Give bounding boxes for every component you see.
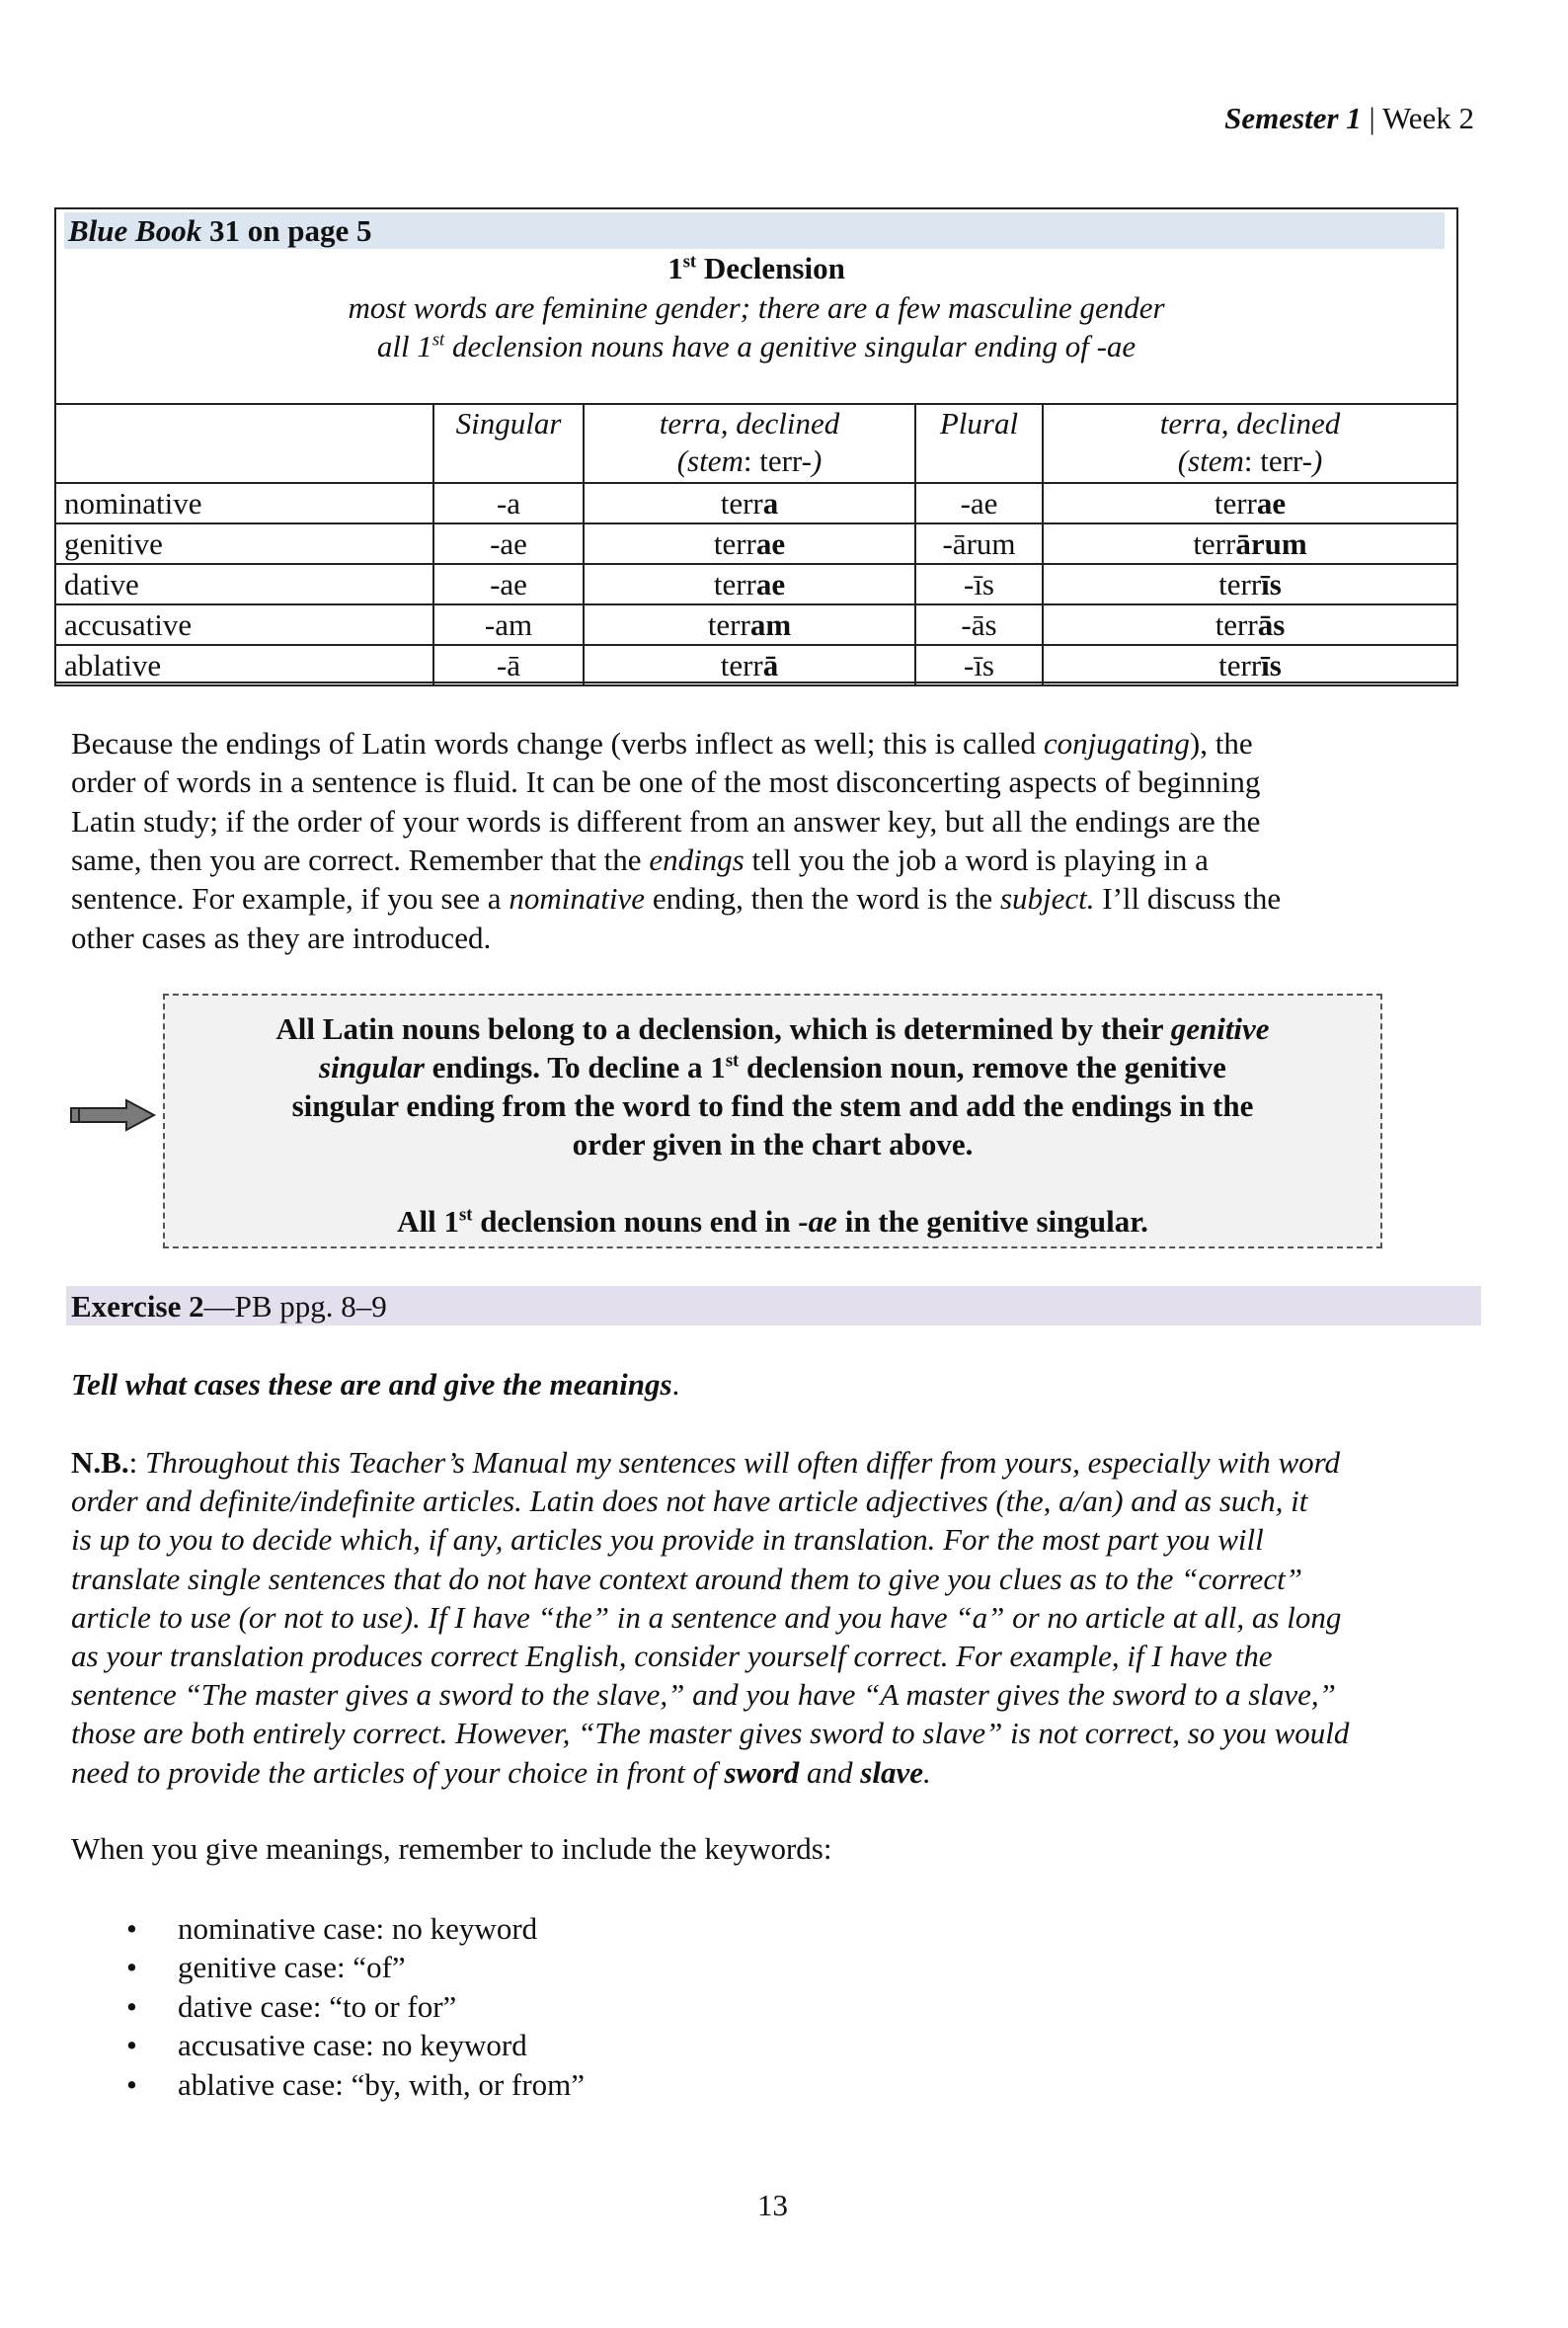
header-terra-singular: terra, declined (stem: terr-) [584,404,915,483]
keyword-item: genitive case: “of” [178,1950,406,1985]
case-name: ablative [55,645,433,685]
note-sup: st [431,329,445,351]
title-text: Declension [696,251,845,285]
ending: ā [762,648,779,682]
ending: ae [1256,486,1287,521]
text-run: subject. [999,881,1095,917]
stem: terr [1193,526,1236,561]
text-run: as your translation produces correct English, consider yourself correct. For example, if I have the [71,1639,1273,1673]
header-terra-plural: terra, declined (stem: terr-) [1043,404,1457,483]
nb-line [71,1598,1341,1638]
text-run: is up to you to decide which, if any, articles you provide in translation. For the most part you will [71,1522,1264,1558]
header-plural: Plural [915,404,1043,483]
singular-form [584,523,915,564]
header-text: terra, declined [659,406,840,441]
text-run: ), the [1189,726,1253,761]
text-run: sentence “The master gives a sword to the slave,” and you have “A master gives the sword to a slave,” [71,1677,1336,1713]
ending: ae [755,567,786,602]
text-run: article to use (or not to use). If I have “the” in a sentence and you have “a” or no article at all, as long [71,1599,1342,1635]
text-run: those are both entirely correct. However, “The master gives sword to slave” is not correct, so you would [71,1716,1350,1751]
nb-line [71,1753,931,1793]
text-run: . [923,1754,931,1790]
note-text: declension nouns have a genitive singular ending of -ae [444,329,1137,363]
keyword-item: nominative case: no keyword [178,1911,538,1946]
nb-line [71,1675,1336,1715]
ending: īs [1261,567,1282,602]
source-book: Blue Book [68,213,202,248]
singular-form [584,645,915,685]
text-run: conjugating [1043,726,1190,761]
table-note-genitive [56,327,1456,366]
text-run: order given in the chart above. [572,1127,974,1162]
singular-ending: -ā [433,645,584,685]
text-run: All 1 [397,1204,459,1239]
text-run: ending, then the word is the [645,881,1000,917]
text-run: All Latin nouns belong to a declension, which is determined by their [275,1011,1171,1046]
text-run: Throughout this Teacher’s Manual my sentences will often differ from yours, especially with word [144,1445,1341,1480]
text-run: sword [724,1754,800,1790]
stem-value: : terr- [1243,443,1312,478]
singular-ending: -a [433,483,584,523]
stem: terr [1215,607,1258,642]
text-run: in the genitive singular. [836,1204,1148,1239]
keywords-intro: When you give meanings, remember to include the keywords: [71,1831,832,1866]
ending: ae [755,526,786,561]
nb-line [71,1443,1340,1483]
table-note-gender: most words are feminine gender; there are a few masculine gender [348,290,1165,325]
ending: ārum [1235,526,1307,561]
source-page: 31 on page 5 [201,213,372,248]
table-row [55,483,1457,523]
text-run: need to provide the articles of your choice in front of [71,1754,725,1790]
plural-ending: -īs [915,645,1043,685]
nb-line [71,1560,1302,1599]
text-run: same, then you are correct. Remember that the [71,842,650,877]
ending: am [749,607,792,642]
keyword-item: ablative case: “by, with, or from” [178,2066,586,2102]
callout-line [165,1009,1380,1048]
table-row [55,604,1457,645]
plural-form [1043,483,1457,523]
nb-line [71,1637,1273,1676]
table-source-bar [64,212,1445,249]
text-run: Because the endings of Latin words change (verbs inflect as well; this is called [71,726,1044,761]
text-run: st [725,1050,740,1072]
callout-line [165,1086,1380,1125]
paragraph-line [71,841,1209,880]
text-run: I’ll discuss the [1094,881,1282,917]
plural-form [1043,604,1457,645]
paragraph-line [71,724,1253,763]
instruction [71,1365,679,1405]
plural-form [1043,645,1457,685]
note-text: all 1 [376,329,432,363]
singular-ending: -ae [433,523,584,564]
text-run: declension noun, remove the genitive [739,1050,1226,1084]
table-title [56,249,1456,288]
nb-line [71,1482,1307,1521]
stem: terr [1214,486,1257,521]
singular-ending: -am [433,604,584,645]
case-name: genitive [55,523,433,564]
stem-value: : terr- [743,443,812,478]
plural-ending: -ae [915,483,1043,523]
header-semester: Semester 1 [1224,101,1362,135]
stem: terr [713,526,756,561]
case-name: accusative [55,604,433,645]
nb-line [71,1714,1349,1753]
callout-line [165,1202,1380,1241]
stem-label: stem [1188,443,1244,478]
text-run: tell you the job a word is playing in a [744,842,1209,877]
case-name: nominative [55,483,433,523]
stem: terr [713,567,756,602]
table-header-row [55,404,1457,483]
bullet-icon: • [126,1988,137,2024]
text-run: slave [860,1754,923,1790]
text-run: singular [319,1050,425,1084]
table-row [55,564,1457,604]
ending: īs [1261,648,1282,682]
stem: terr [707,607,750,642]
ending: a [762,486,779,521]
text-run: translate single sentences that do not have context around them to give you clues as to the “correct” [71,1561,1302,1596]
stem: terr [720,648,763,682]
plural-form [1043,523,1457,564]
instruction-text: Tell what cases these are and give the meanings [71,1367,672,1402]
bullet-icon: • [126,1911,137,1946]
text-run: endings. To decline a 1 [424,1050,726,1084]
callout-box [163,994,1382,1248]
plural-ending: -ās [915,604,1043,645]
nb-line [71,1520,1264,1560]
plural-ending: -ārum [915,523,1043,564]
text-run: N.B. [71,1445,129,1480]
table-row [55,645,1457,685]
bullet-icon: • [126,2028,137,2063]
title-sup: st [682,251,697,273]
text-run: sentence. For example, if you see a [71,881,510,917]
header-text: terra, declined [1159,406,1341,441]
bullet-icon: • [126,1950,137,1985]
singular-ending: -ae [433,564,584,604]
header-week: Week 2 [1381,101,1474,135]
paragraph-line [71,802,1260,842]
keyword-item: dative case: “to or for” [178,1988,457,2024]
text-run: singular ending from the word to find the stem and add the endings in the [291,1088,1254,1123]
header-singular: Singular [433,404,584,483]
text-run: -ae [798,1204,837,1239]
paragraph-line [71,919,491,958]
text-run: endings [649,842,745,877]
exercise-label: Exercise 2 [71,1289,204,1324]
text-run: genitive [1170,1011,1270,1046]
text-run: and [799,1754,861,1790]
text-run: : [128,1445,145,1480]
text-run: order and definite/indefinite articles. Latin does not have article adjectives (the, a/an) and as such, it [71,1484,1308,1519]
paragraph-line [71,763,1260,802]
title-number: 1 [667,251,683,285]
text-run: order of words in a sentence is fluid. It can be one of the most disconcerting aspects of beginning [71,764,1261,800]
callout-line [165,1164,1380,1202]
callout-line [165,1125,1380,1164]
exercise-heading [66,1286,1481,1325]
callout-line [165,1048,1380,1086]
running-header [1224,99,1474,138]
declension-grid [54,403,1458,686]
text-run: nominative [509,881,646,917]
case-name: dative [55,564,433,604]
exercise-pages: —PB ppg. 8–9 [203,1289,387,1324]
singular-form [584,564,915,604]
instruction-period: . [671,1367,680,1402]
singular-form [584,604,915,645]
stem: terr [1218,567,1262,602]
declension-table [54,207,1458,683]
ending: ās [1257,607,1286,642]
text-run: declension nouns end in [472,1204,799,1239]
bullet-icon: • [126,2066,137,2102]
paragraph-line [71,879,1281,919]
keyword-item: accusative case: no keyword [178,2028,527,2063]
page-number: 13 [757,2188,788,2222]
singular-form [584,483,915,523]
header-separator: | [1361,101,1382,135]
plural-form [1043,564,1457,604]
stem-label: stem [687,443,744,478]
text-run: other cases as they are introduced. [71,920,492,955]
text-run: Latin study; if the order of your words is different from an answer key, but all the endings are the [71,803,1261,839]
text-run: st [459,1204,473,1226]
stem: terr [1218,648,1262,682]
stem: terr [720,486,763,521]
table-row [55,523,1457,564]
header-cell-empty [55,404,433,483]
plural-ending: -īs [915,564,1043,604]
arrow-right-icon [69,1098,158,1132]
